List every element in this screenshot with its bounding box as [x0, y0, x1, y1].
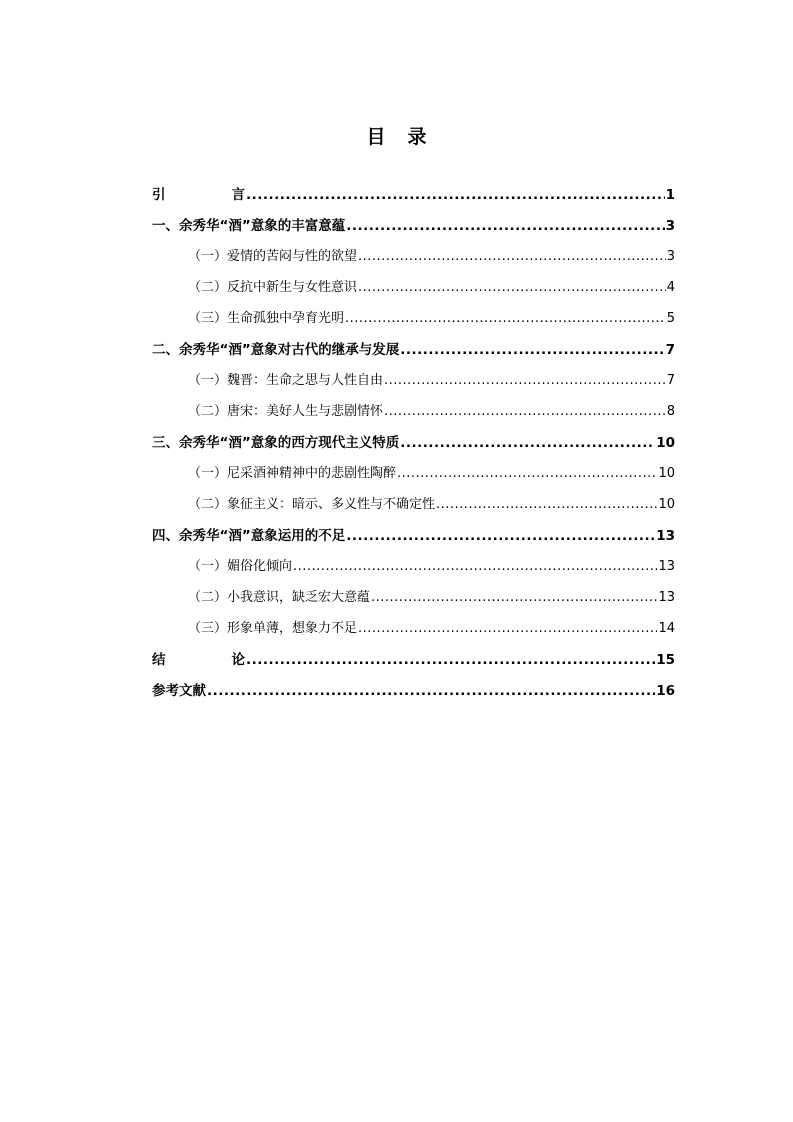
toc-label: 参考文献	[152, 683, 206, 699]
toc-page-number: 1	[665, 187, 675, 203]
toc-label: （一）爱情的苦闷与性的欲望	[188, 249, 358, 264]
leader-dots	[358, 279, 666, 297]
leader-dots	[371, 589, 657, 607]
leader-dots	[207, 682, 655, 700]
toc-label: 二、余秀华“酒”意象对古代的继承与发展	[152, 342, 400, 358]
toc-page-number: 13	[658, 559, 675, 574]
toc-label: 四、余秀华“酒”意象运用的不足	[152, 528, 346, 544]
leader-dots	[345, 310, 666, 328]
toc-page-number: 4	[666, 280, 675, 295]
leader-dots	[400, 341, 664, 359]
toc-label-b: 言	[231, 187, 245, 203]
toc-entry-chapter-1[interactable]	[152, 213, 675, 235]
toc-entry-references[interactable]	[152, 678, 675, 700]
leader-dots	[293, 558, 657, 576]
toc-label: （一）媚俗化倾向	[188, 559, 293, 574]
toc-entry-section-4-1[interactable]	[152, 554, 675, 576]
leader-dots	[346, 217, 664, 235]
toc-label: （一）魏晋：生命之思与人性自由	[188, 373, 384, 388]
toc-entry-section-3-1[interactable]	[152, 461, 675, 483]
toc-page-number: 10	[656, 435, 675, 451]
leader-dots	[400, 434, 655, 452]
toc-entry-chapter-2[interactable]	[152, 337, 675, 359]
toc-label: （一）尼采酒神精神中的悲剧性陶醉	[188, 466, 397, 481]
toc-page-number: 7	[666, 373, 675, 388]
toc-page-number: 13	[658, 590, 675, 605]
leader-dots	[436, 496, 657, 514]
toc-page-number: 5	[666, 311, 675, 326]
toc-label: （二）唐宋：美好人生与悲剧情怀	[188, 404, 384, 419]
leader-dots	[397, 465, 657, 483]
toc-entry-section-4-3[interactable]	[152, 616, 675, 638]
toc-entry-introduction[interactable]	[152, 182, 675, 204]
toc-page-number: 10	[658, 497, 675, 512]
toc-entry-section-4-2[interactable]	[152, 585, 675, 607]
toc-entry-section-1-3[interactable]	[152, 306, 675, 328]
toc-entry-chapter-3[interactable]	[152, 430, 675, 452]
toc-label: （三）生命孤独中孕育光明	[188, 311, 345, 326]
leader-dots	[384, 372, 666, 390]
toc-entry-section-2-1[interactable]	[152, 368, 675, 390]
leader-dots	[358, 248, 666, 266]
toc-entry-section-1-2[interactable]	[152, 275, 675, 297]
toc-title-first: 目	[366, 126, 386, 148]
toc-entry-chapter-4[interactable]	[152, 523, 675, 545]
toc-label: （二）小我意识，缺乏宏大意蕴	[188, 590, 371, 605]
toc-label: （三）形象单薄，想象力不足	[188, 621, 358, 636]
toc-title	[0, 122, 793, 149]
toc-label: 一、余秀华“酒”意象的丰富意蕴	[152, 218, 346, 234]
toc-entry-section-3-2[interactable]	[152, 492, 675, 514]
toc-page-number: 16	[656, 683, 675, 699]
toc-entry-conclusion[interactable]	[152, 647, 675, 669]
toc-label: 三、余秀华“酒”意象的西方现代主义特质	[152, 435, 400, 451]
toc-label-a: 结	[152, 652, 166, 668]
toc-page-number: 3	[665, 218, 675, 234]
toc-label-a: 引	[152, 187, 166, 203]
leader-dots	[246, 186, 665, 204]
toc-page-number: 15	[656, 652, 675, 668]
toc-entry-section-1-1[interactable]	[152, 244, 675, 266]
toc-page-number: 7	[665, 342, 675, 358]
toc-entry-section-2-2[interactable]	[152, 399, 675, 421]
toc-page-number: 8	[666, 404, 675, 419]
leader-dots	[384, 403, 666, 421]
toc-title-second: 录	[407, 126, 427, 148]
toc-page-number: 14	[658, 621, 675, 636]
toc-label: （二）反抗中新生与女性意识	[188, 280, 358, 295]
toc-page-number: 13	[656, 528, 675, 544]
toc-page-number: 10	[658, 466, 675, 481]
leader-dots	[358, 620, 657, 638]
toc-page-number: 3	[666, 249, 675, 264]
leader-dots	[346, 527, 655, 545]
toc-label-b: 论	[231, 652, 245, 668]
toc-label: （二）象征主义：暗示、多义性与不确定性	[188, 497, 436, 512]
leader-dots	[246, 651, 655, 669]
